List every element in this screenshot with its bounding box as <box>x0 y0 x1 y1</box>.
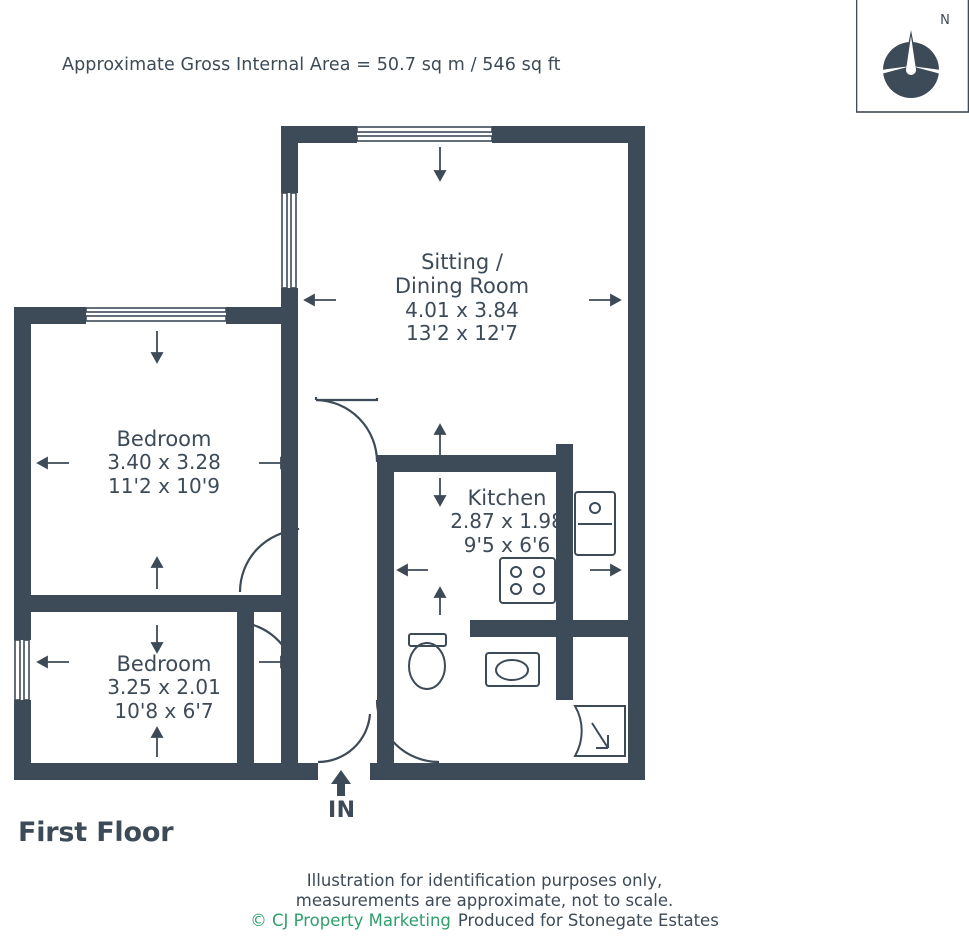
room-label-bedroom-2 <box>107 652 221 723</box>
room-dim-metric: 3.40 x 3.28 <box>107 450 221 475</box>
entrance-label: IN <box>328 798 356 823</box>
produced-for-text: Produced for Stonegate Estates <box>457 911 719 930</box>
room-dim-imperial: 10'8 x 6'7 <box>114 698 214 723</box>
doors-group <box>237 397 439 762</box>
compass-rose-icon <box>856 0 969 113</box>
room-dim-imperial: 9'5 x 6'6 <box>463 532 551 557</box>
room-dim-imperial: 11'2 x 10'9 <box>108 473 220 498</box>
copyright-text: © CJ Property Marketing <box>250 911 451 930</box>
room-name-line1: Kitchen <box>467 486 547 510</box>
footer-line-2: measurements are approximate, not to scale. <box>295 891 674 910</box>
room-label-sitting-dining-room <box>395 250 529 345</box>
floor-title: First Floor <box>18 817 174 848</box>
footer-credits <box>0 911 969 930</box>
room-dim-imperial: 13'2 x 12'7 <box>406 320 518 345</box>
svg-text:N: N <box>940 13 950 28</box>
room-name-line1: Bedroom <box>116 652 212 676</box>
room-label-kitchen <box>450 486 564 557</box>
room-label-bedroom-1 <box>107 427 221 498</box>
gross-internal-area-text: Approximate Gross Internal Area = 50.7 sq m / 546 sq ft <box>62 55 561 75</box>
room-dim-metric: 3.25 x 2.01 <box>107 675 221 700</box>
room-name-line2: Dining Room <box>394 274 530 299</box>
room-dim-metric: 2.87 x 1.98 <box>450 509 564 534</box>
room-name-line1: Bedroom <box>116 427 212 451</box>
room-name-line1: Sitting / <box>421 250 503 274</box>
room-dim-metric: 4.01 x 3.84 <box>405 297 519 322</box>
footer-line-1: Illustration for identification purposes only, <box>306 871 663 890</box>
